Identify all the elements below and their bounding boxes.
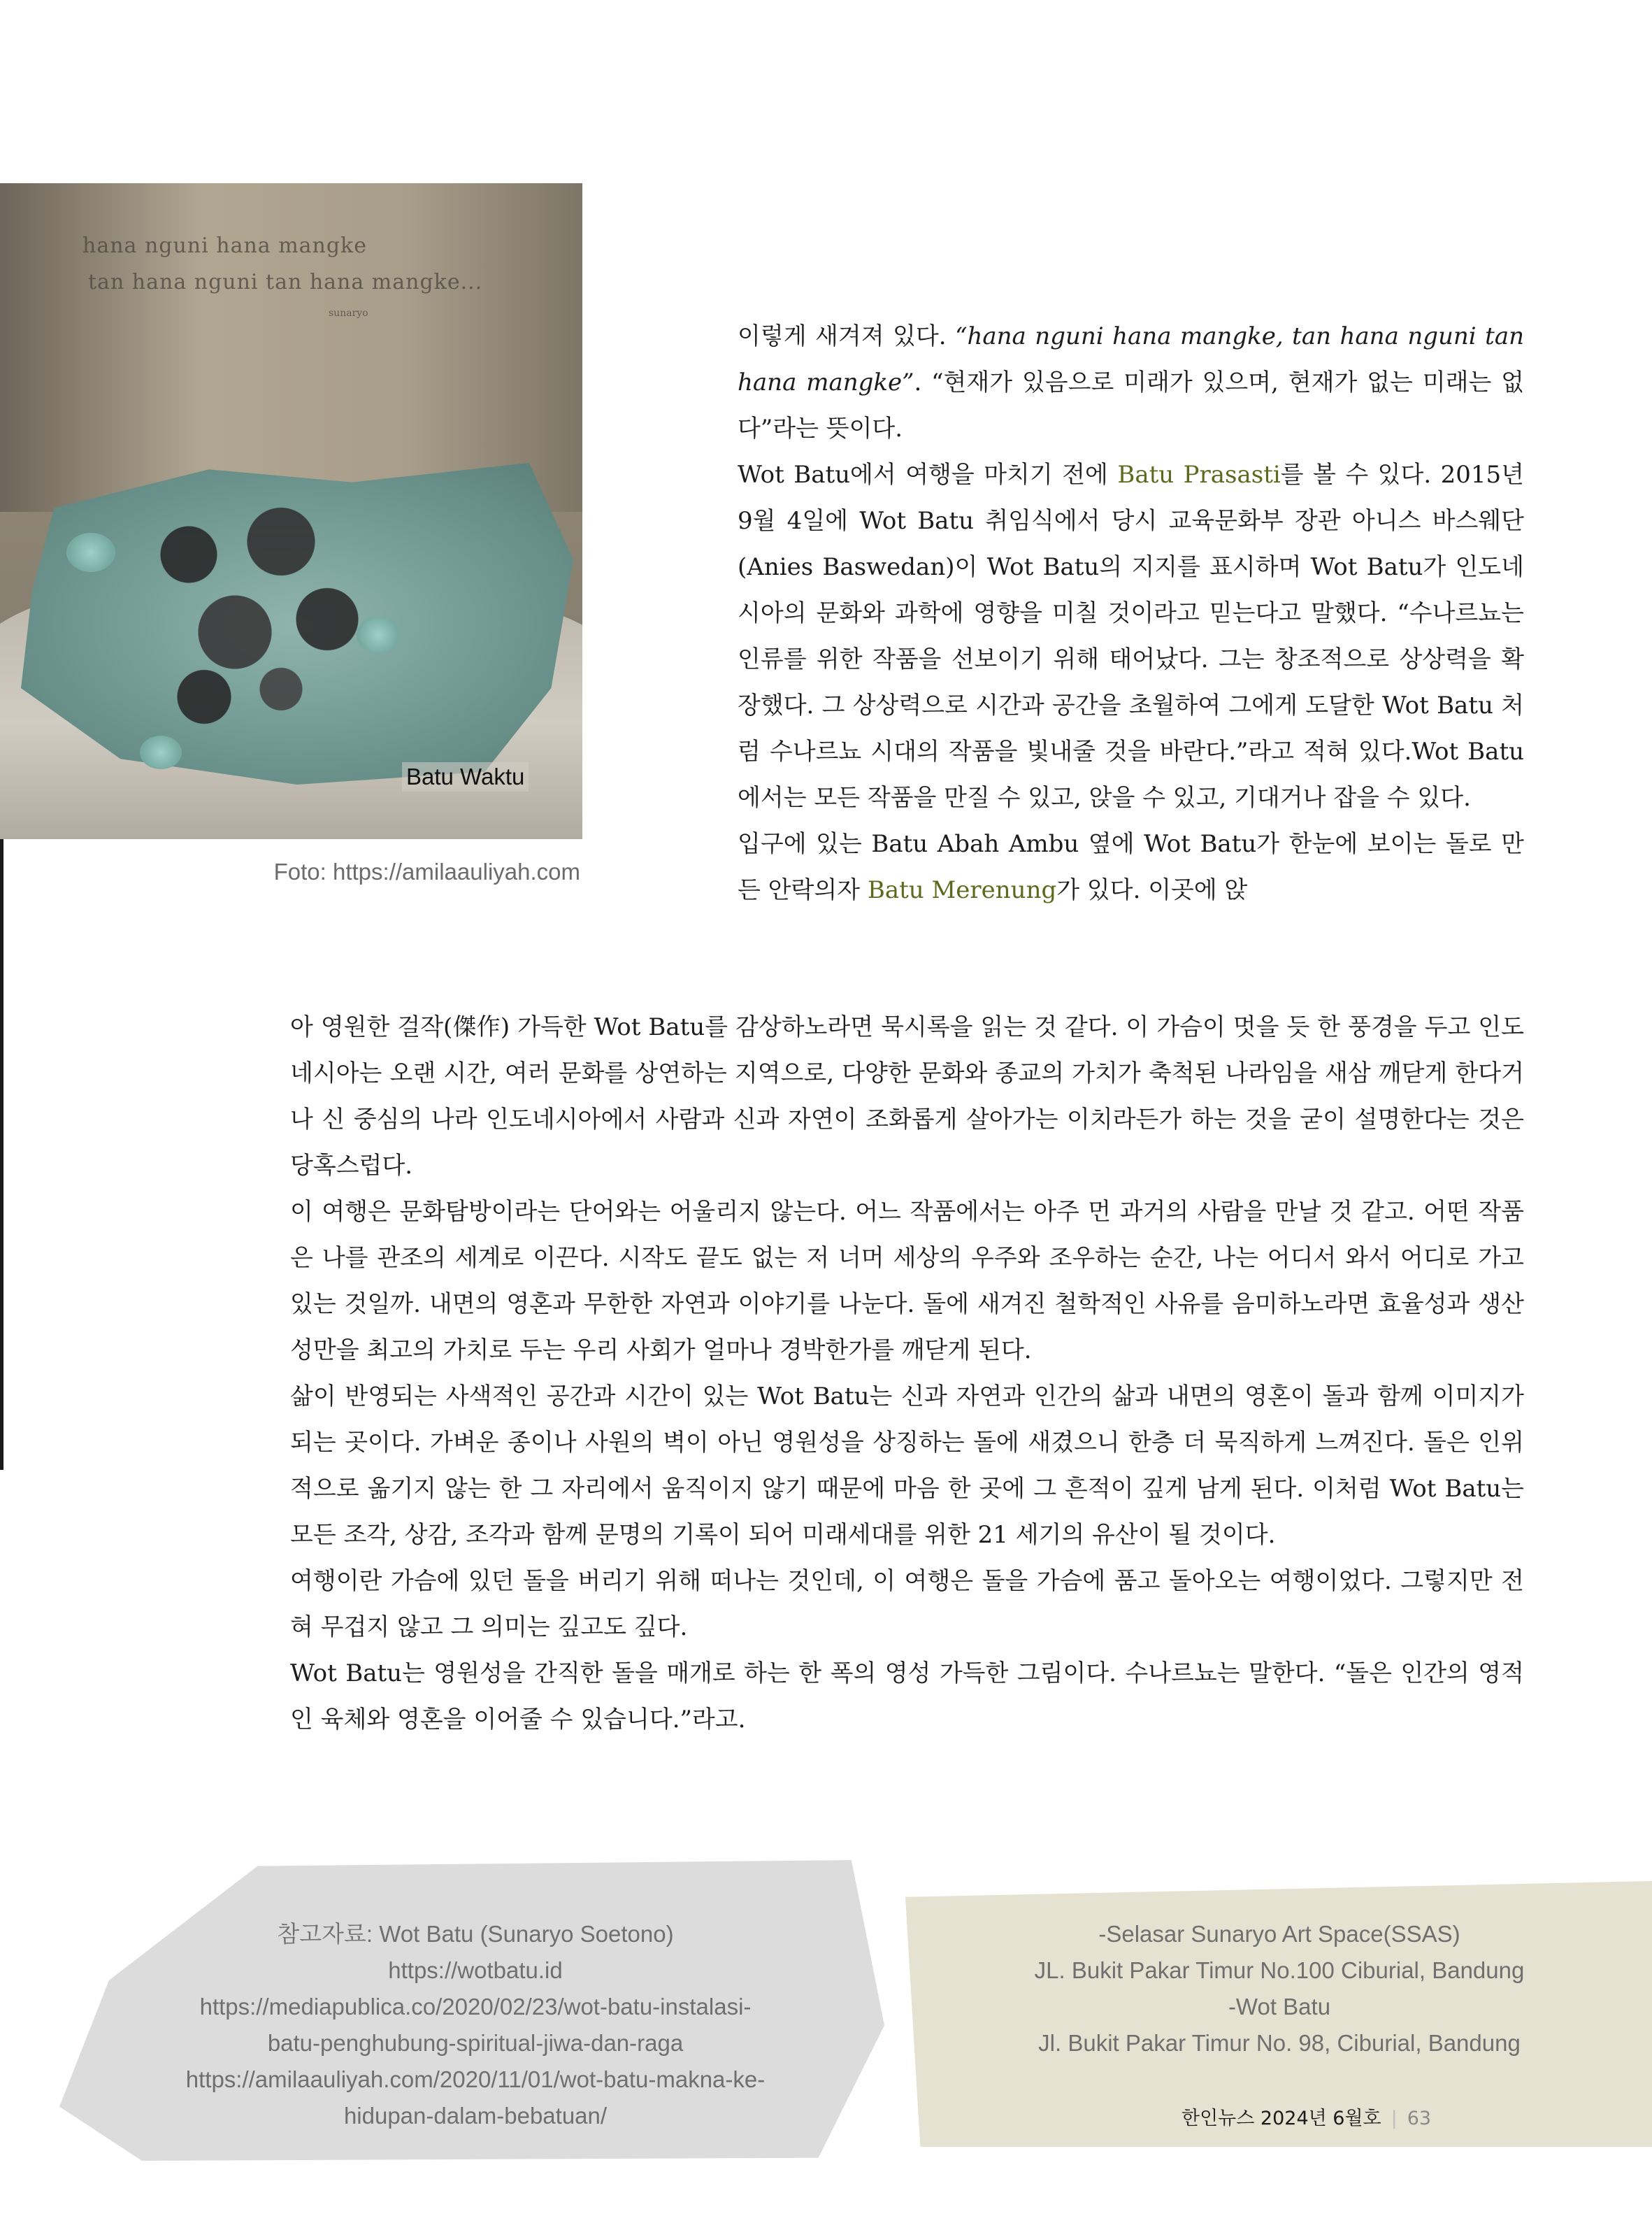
reference-link: https://mediapublica.co/2020/02/23/wot-batu-instalasi- bbox=[199, 1994, 752, 2020]
photo-wall bbox=[0, 183, 582, 512]
reference-link: https://amilaauliyah.com/2020/11/01/wot-batu-makna-ke- bbox=[185, 2066, 766, 2092]
article-paragraph: 이 여행은 문화탐방이라는 단어와는 어울리지 않는다. 어느 작품에서는 아주 먼 과거의 사람을 만날 것 같고. 어떤 작품은 나를 관조의 세계로 이끈다. 시작도 끝도 없는 저 너머 세상의 우주와 조우하는 순간, 나는 어디서 와서 어디로 가고 있는 것일까. 내면의 영혼과 무한한 자연과 이야기를 나눈다. 돌에 새겨진 철학적인 사유를 음미하노라면 효율성과 생산성만을 최고의 가치로 두는 우리 사회가 얼마나 경박한가를 깨닫게 된다. bbox=[290, 1198, 1524, 1364]
text-span: Wot Batu에서 여행을 마치기 전에 bbox=[738, 461, 1118, 489]
reference-link: hidupan-dalam-bebatuan/ bbox=[343, 2103, 608, 2129]
text-span: 이렇게 새겨져 있다. bbox=[738, 322, 956, 350]
address-text bbox=[944, 1916, 1615, 2061]
text-span: 가 있다. 이곳에 앉 bbox=[1056, 876, 1248, 904]
article-paragraph: 아 영원한 걸작(傑作) 가득한 Wot Batu를 감상하노라면 묵시록을 읽는 것 같다. 이 가슴이 멋을 듯 한 풍경을 두고 인도네시아는 오랜 시간, 여러 문화를 상연하는 지역으로, 다양한 문화와 종교의 가치가 축척된 나라임을 새삼 깨닫게 한다거나 신 중심의 나라 인도네시아에서 사람과 신과 자연이 조화롭게 살아가는 이치라든가 하는 것을 굳이 설명한다는 것은 당혹스럽다. bbox=[290, 1013, 1524, 1180]
photo-engraving-line2: tan hana nguni tan hana mangke... bbox=[88, 270, 483, 294]
quote-italic: “hana nguni hana mangke, tan hana nguni tan hana mangke” bbox=[738, 322, 1525, 396]
article-paragraph bbox=[738, 452, 1524, 821]
photo-engraving-line1: hana nguni hana mangke bbox=[82, 234, 367, 258]
article-main-column bbox=[290, 1004, 1524, 1743]
text-span: . “현재가 있음으로 미래가 있으며, 현재가 없는 미래는 없다”라는 뜻이다. bbox=[738, 369, 1524, 443]
highlight-batu-prasasti: Batu Prasasti bbox=[1117, 461, 1281, 489]
reference-link: https://wotbatu.id bbox=[388, 1957, 563, 1983]
photo-glass-hole bbox=[357, 617, 400, 653]
highlight-batu-merenung: Batu Merenung bbox=[867, 876, 1057, 904]
page-number: 63 bbox=[1407, 2108, 1432, 2129]
photo-glass-hole bbox=[66, 533, 115, 572]
photo-caption: Batu Waktu bbox=[402, 762, 529, 792]
photo-glass-hole bbox=[140, 736, 182, 769]
address-line: Jl. Bukit Pakar Timur No. 98, Ciburial, Bandung bbox=[1038, 2030, 1521, 2056]
address-line: -Selasar Sunaryo Art Space(SSAS) bbox=[1098, 1921, 1460, 1947]
address-line: -Wot Batu bbox=[1228, 1994, 1331, 2020]
article-paragraph bbox=[738, 313, 1524, 452]
article-top-column bbox=[738, 313, 1524, 913]
article-paragraph bbox=[738, 821, 1524, 913]
photo-credit: Foto: https://amilaauliyah.com bbox=[273, 859, 580, 885]
references-text bbox=[98, 1916, 853, 2134]
address-line: JL. Bukit Pakar Timur No.100 Ciburial, Bandung bbox=[1034, 1957, 1525, 1983]
page-footer bbox=[1181, 2103, 1431, 2130]
article-paragraph: Wot Batu는 영원성을 간직한 돌을 매개로 하는 한 폭의 영성 가득한 그림이다. 수나르뇨는 말한다. “돌은 인간의 영적인 육체와 영혼을 이어줄 수 있습니다.”라고. bbox=[290, 1659, 1524, 1734]
text-span: 를 볼 수 있다. 2015년 9월 4일에 Wot Batu 취임식에서 당시 교육문화부 장관 아니스 바스웨단(Anies Baswedan)이 Wot Batu의 지지를 표시하며 Wot Batu가 인도네시아의 문화와 과학에 영향을 미칠 것이라고 믿는다고 말했다. “수나르뇨는 인류를 위한 작품을 선보이기 위해 태어났다. 그는 창조적으로 상상력을 확장했다. 그 상상력으로 시간과 공간을 초월하여 그에게 도달한 Wot Batu 처럼 수나르뇨 시대의 작품을 빛내줄 것을 바란다.”라고 적혀 있다.Wot Batu에서는 모든 작품을 만질 수 있고, 앉을 수 있고, 기대거나 잡을 수 있다. bbox=[738, 461, 1524, 812]
text-span: 입구에 있는 Batu Abah Ambu 옆에 Wot Batu가 한눈에 보이는 돌로 만든 안락의자 bbox=[738, 830, 1524, 904]
article-paragraph: 여행이란 가슴에 있던 돌을 버리기 위해 떠나는 것인데, 이 여행은 돌을 가슴에 품고 돌아오는 여행이었다. 그렇지만 전혀 무겁지 않고 그 의미는 깊고도 깊다. bbox=[290, 1567, 1524, 1641]
photo-engraving-small: sunaryo bbox=[329, 308, 368, 319]
publication-name: 한인뉴스 2024년 6월호 bbox=[1181, 2108, 1381, 2129]
reference-link: batu-penghubung-spiritual-jiwa-dan-raga bbox=[267, 2030, 684, 2056]
footer-separator: | bbox=[1391, 2108, 1398, 2129]
article-paragraph: 삶이 반영되는 사색적인 공간과 시간이 있는 Wot Batu는 신과 자연과 인간의 삶과 내면의 영혼이 돌과 함께 이미지가 되는 곳이다. 가벼운 종이나 사원의 벽이 아닌 영원성을 상징하는 돌에 새겼으니 한층 더 묵직하게 느껴진다. 돌은 인위적으로 옮기지 않는 한 그 자리에서 움직이지 않기 때문에 마음 한 곳에 그 흔적이 깊게 남게 된다. 이처럼 Wot Batu는 모든 조각, 상감, 조각과 함께 문명의 기록이 되어 미래세대를 위한 21 세기의 유산이 될 것이다. bbox=[290, 1382, 1524, 1549]
reference-title: 참고자료: Wot Batu (Sunaryo Soetono) bbox=[277, 1921, 674, 1947]
batu-waktu-photo bbox=[0, 183, 582, 839]
